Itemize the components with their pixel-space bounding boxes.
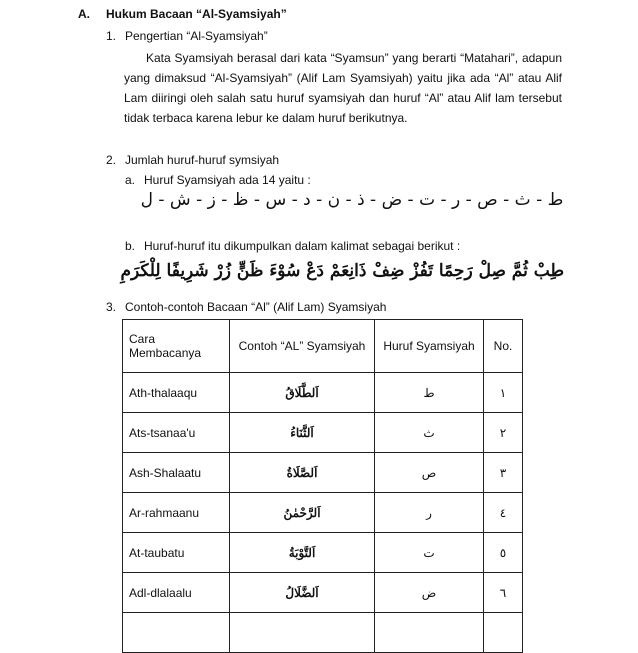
header-huruf: Huruf Syamsiyah [375,320,484,373]
row-huruf: ث [375,413,484,453]
table-row [123,373,523,413]
row-no: ٦ [484,573,523,613]
examples-table [122,319,523,653]
table-row [123,493,523,533]
row-huruf: ر [375,493,484,533]
table-row [123,413,523,453]
section-letter: A. [78,7,90,21]
syamsiyah-letters: ط - ث - ص - ر - ت - ض - ذ - ن - د - س - ظ - ز - ش - ل [140,190,564,210]
item2-number: 2. [106,153,117,167]
row-huruf: ت [375,533,484,573]
row-no: ٥ [484,533,523,573]
row-huruf: ط [375,373,484,413]
row-contoh: اَلثَّنَاءُ [230,413,375,453]
item3-number: 3. [106,300,117,314]
row-no: ٤ [484,493,523,533]
row-no: ٢ [484,413,523,453]
section-title: Hukum Bacaan “Al-Syamsiyah” [106,7,287,21]
row-contoh: اَلطَّلَاقُ [230,373,375,413]
item2-heading: Jumlah huruf-huruf symsiyah [125,153,280,167]
header-contoh: Contoh “AL” Syamsiyah [230,320,375,373]
item1-number: 1. [106,29,117,43]
row-no: ٣ [484,453,523,493]
row-no: ١ [484,373,523,413]
row-cara: Ash-Shalaatu [123,453,230,493]
row-cara: At-taubatu [123,533,230,573]
table-header-row [123,320,523,373]
row-cara: Adl-dlalaalu [123,573,230,613]
row-contoh: اَلصَّلَاةُ [230,453,375,493]
item1-heading: Pengertian “Al-Syamsiyah” [125,29,268,43]
row-contoh: اَلضَّلَالُ [230,573,375,613]
row-cara: Ats-tsanaa'u [123,413,230,453]
table-row [123,533,523,573]
item2b-label: b. [125,239,136,253]
table-row [123,453,523,493]
row-huruf: ص [375,453,484,493]
row-cara: Ath-thalaaqu [123,373,230,413]
row-contoh: اَلرَّحْمٰنُ [230,493,375,533]
item2a-text: Huruf Syamsiyah ada 14 yaitu : [144,173,311,187]
row-cara: Ar-rahmaanu [123,493,230,533]
item2b-text: Huruf-huruf itu dikumpulkan dalam kalimat sebagai berikut : [144,239,461,253]
item3-heading: Contoh-contoh Bacaan “Al” (Alif Lam) Syamsiyah [125,300,387,314]
item2a-label: a. [125,173,136,187]
syamsiyah-sentence: طِبْ ثُمَّ صِلْ رَحِمًا تَفُزْ ضِفْ ذَانِعَمْ دَعْ سُوْءَ ظَنٍّ زُرْ شَرِيفًا لِلْكَرَمِ [120,261,564,281]
item1-paragraph: Kata Syamsiyah berasal dari kata “Syamsun” yang berarti “Matahari”, adapun yang dimaksud “Al-Syamsiyah” (Alif Lam Syamsiyah) yaitu jika ada “Al” atau Alif Lam diiringi oleh salah satu huruf syamsiyah dan huruf “Al” atau Alif lam tersebut tidak terbaca karena lebur ke dalam huruf berikutnya. [124,51,562,125]
row-huruf: ض [375,573,484,613]
row-contoh: اَلتَّوْبَةُ [230,533,375,573]
table-row-partial [123,613,523,653]
header-cara: Cara Membacanya [123,320,230,373]
header-no: No. [484,320,523,373]
table-row [123,573,523,613]
